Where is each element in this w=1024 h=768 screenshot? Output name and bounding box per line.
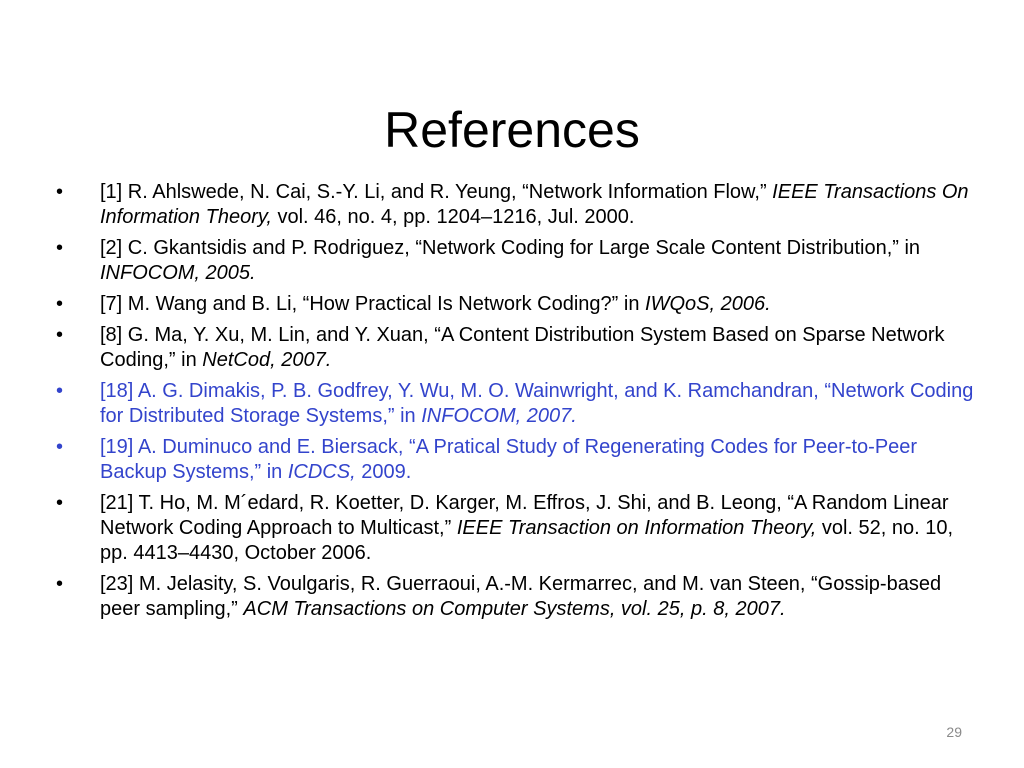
reference-venue: IWQoS, 2006.	[645, 293, 771, 315]
reference-venue: INFOCOM, 2007.	[421, 405, 577, 427]
bullet-icon: •	[56, 324, 64, 346]
reference-segment: vol. 46, no. 4, pp. 1204–1216, Jul. 2000.	[271, 206, 635, 228]
bullet-icon: •	[56, 181, 64, 203]
reference-text	[100, 380, 973, 427]
slide-title: References	[384, 101, 640, 158]
reference-segment: 2009.	[355, 461, 412, 483]
bullet-icon: •	[56, 436, 64, 458]
reference-item	[56, 323, 976, 373]
reference-segment: [21] T. Ho, M. M´edard, R. Koetter, D. Karger, M. Effros, J. Shi, and B. Leong, “A Random Linear Network Coding Approach to Multicast,”	[100, 492, 949, 539]
reference-text	[100, 181, 969, 228]
reference-text	[100, 237, 920, 284]
reference-segment: [23] M. Jelasity, S. Voulgaris, R. Guerraoui, A.-M. Kermarrec, and M. van Steen, “Gossip-based peer sampling,”	[100, 573, 942, 620]
reference-segment: [18] A. G. Dimakis, P. B. Godfrey, Y. Wu, M. O. Wainwright, and K. Ramchandran, “Network Coding for Distributed Storage Systems,” in	[100, 380, 974, 427]
reference-segment: [8] G. Ma, Y. Xu, M. Lin, and Y. Xuan, “A Content Distribution System Based on Sparse Network Coding,” in	[100, 324, 945, 371]
bullet-icon: •	[56, 293, 64, 315]
reference-text	[100, 492, 953, 564]
reference-list	[56, 180, 976, 628]
reference-segment: [19] A. Duminuco and E. Biersack, “A Pratical Study of Regenerating Codes for Peer-to-Peer Backup Systems,” in	[100, 436, 918, 483]
bullet-icon: •	[56, 573, 64, 595]
reference-item	[56, 572, 976, 622]
reference-text	[100, 573, 941, 620]
bullet-icon: •	[56, 492, 64, 514]
reference-venue: IEEE Transaction on Information Theory,	[456, 517, 817, 539]
reference-item	[56, 435, 976, 485]
reference-item	[56, 292, 976, 317]
reference-segment: vol. 52, no. 10, pp. 4413–4430, October 2006.	[100, 517, 954, 564]
reference-item	[56, 379, 976, 429]
reference-item	[56, 236, 976, 286]
slide-number: 29	[946, 724, 962, 740]
reference-text	[100, 293, 771, 315]
bullet-icon: •	[56, 380, 64, 402]
reference-venue: ICDCS,	[287, 461, 356, 483]
reference-text	[100, 324, 945, 371]
reference-venue: NetCod, 2007.	[202, 349, 332, 371]
reference-item	[56, 180, 976, 230]
reference-segment: [7] M. Wang and B. Li, “How Practical Is Network Coding?” in	[100, 293, 646, 315]
reference-venue: IEEE Transactions On Information Theory,	[100, 181, 969, 228]
reference-item	[56, 491, 976, 566]
reference-text	[100, 436, 917, 483]
bullet-icon: •	[56, 237, 64, 259]
reference-segment: [2] C. Gkantsidis and P. Rodriguez, “Network Coding for Large Scale Content Distribution,” in	[100, 237, 921, 259]
reference-segment: [1] R. Ahlswede, N. Cai, S.-Y. Li, and R. Yeung, “Network Information Flow,”	[100, 181, 773, 203]
reference-venue: INFOCOM, 2005.	[100, 262, 256, 284]
reference-venue: ACM Transactions on Computer Systems, vol. 25, p. 8, 2007.	[243, 598, 786, 620]
